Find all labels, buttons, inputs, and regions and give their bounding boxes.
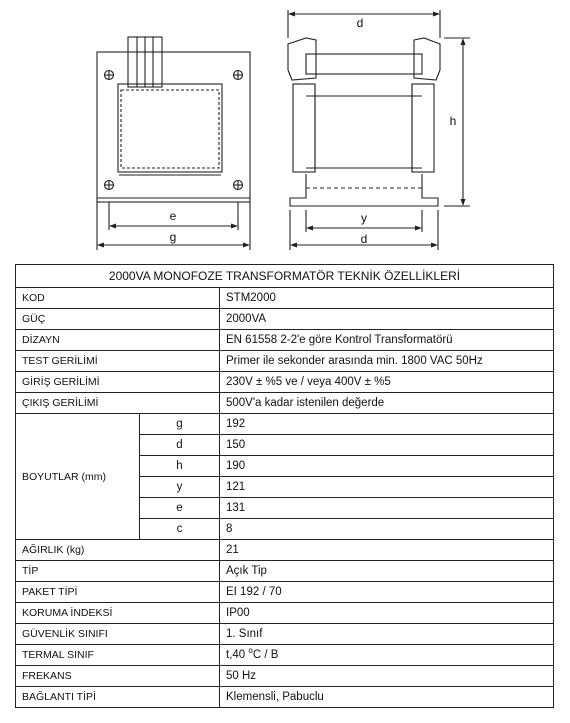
thermal-value-pre: t,40 <box>226 649 249 661</box>
dimension-arrows <box>97 12 466 248</box>
table-row <box>16 687 554 708</box>
row-key: PAKET TİPİ <box>16 582 220 603</box>
table-row <box>16 645 554 666</box>
dim-label-d-bottom: d <box>360 232 368 246</box>
dimension-key: h <box>140 456 220 477</box>
row-key: GİRİŞ GERİLİMİ <box>16 372 220 393</box>
row-value: 50 Hz <box>220 666 554 687</box>
dimension-value: 190 <box>220 456 554 477</box>
row-value: EN 61558 2-2'e göre Kontrol Transformatörü <box>220 330 554 351</box>
row-key: BAĞLANTI TİPİ <box>16 687 220 708</box>
row-key: KORUMA İNDEKSİ <box>16 603 220 624</box>
row-key: KOD <box>16 288 220 309</box>
dim-label-y: y <box>361 211 367 225</box>
dimension-key: e <box>140 498 220 519</box>
table-row <box>16 561 554 582</box>
row-key: TİP <box>16 561 220 582</box>
degree-mark: o <box>248 646 253 656</box>
row-key: TERMAL SINIF <box>16 645 220 666</box>
dim-label-h: h <box>449 114 457 128</box>
table-row <box>16 288 554 309</box>
row-value: 21 <box>220 540 554 561</box>
dimension-value: 192 <box>220 414 554 435</box>
row-key: GÜVENLİK SINIFI <box>16 624 220 645</box>
dimension-value: 8 <box>220 519 554 540</box>
row-key: AĞIRLIK (kg) <box>16 540 220 561</box>
table-row <box>16 351 554 372</box>
table-row <box>16 309 554 330</box>
row-key: ÇIKIŞ GERİLİMİ <box>16 393 220 414</box>
dim-label-d-top: d <box>356 16 364 30</box>
row-key: FREKANS <box>16 666 220 687</box>
row-value: 230V ± %5 ve / veya 400V ± %5 <box>220 372 554 393</box>
row-value: Primer ile sekonder arasında min. 1800 VAC 50Hz <box>220 351 554 372</box>
thermal-value-post: C / B <box>252 649 279 661</box>
row-key: GÜÇ <box>16 309 220 330</box>
row-value: 1. Sınıf <box>220 624 554 645</box>
table-title-row <box>16 265 554 288</box>
spec-table <box>15 264 554 708</box>
table-row <box>16 372 554 393</box>
dimension-key: d <box>140 435 220 456</box>
row-value: 500V'a kadar istenilen değerde <box>220 393 554 414</box>
dimension-key: c <box>140 519 220 540</box>
table-row <box>16 666 554 687</box>
dimension-value: 131 <box>220 498 554 519</box>
row-key: TEST GERİLİMİ <box>16 351 220 372</box>
table-row <box>16 582 554 603</box>
row-key: DİZAYN <box>16 330 220 351</box>
row-value: IP00 <box>220 603 554 624</box>
dimension-key: y <box>140 477 220 498</box>
row-value: STM2000 <box>220 288 554 309</box>
transformer-drawing <box>0 0 570 262</box>
table-title: 2000VA MONOFOZE TRANSFORMATÖR TEKNİK ÖZELLİKLERİ <box>16 265 554 288</box>
row-value: 2000VA <box>220 309 554 330</box>
dim-label-e: e <box>169 209 177 223</box>
row-value: EI 192 / 70 <box>220 582 554 603</box>
table-row <box>16 603 554 624</box>
table-row <box>16 414 554 435</box>
row-value: Açık Tip <box>220 561 554 582</box>
row-value <box>220 645 554 666</box>
table-row <box>16 393 554 414</box>
table-row <box>16 330 554 351</box>
dimensions-label: BOYUTLAR (mm) <box>16 414 140 540</box>
side-view <box>288 10 470 250</box>
table-row <box>16 624 554 645</box>
dimension-value: 150 <box>220 435 554 456</box>
dimension-key: g <box>140 414 220 435</box>
table-row <box>16 540 554 561</box>
dimension-value: 121 <box>220 477 554 498</box>
row-value: Klemensli, Pabuclu <box>220 687 554 708</box>
dim-label-g: g <box>169 230 177 244</box>
